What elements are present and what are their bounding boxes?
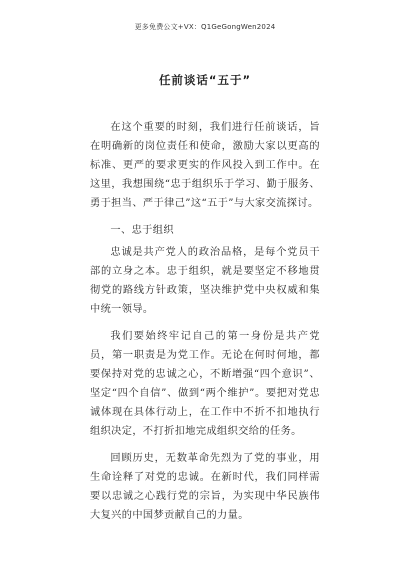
intro-paragraph: 在这个重要的时刻，我们进行任前谈话，旨在明确新的岗位责任和使命，激励大家以更高的标准、更严的要求更实的作风投入到工作中。在这里，我想围绕“忠于组织乐于学习、勤于服务、勇于担当、严于律己”这“五于”与大家交流探讨。 — [90, 122, 320, 209]
body-paragraph: 忠诚是共产党人的政治品格，是每个党员干部的立身之本。忠于组织，就是要坚定不移地贯彻党的路线方针政策，坚决维护党中央权威和集中统一领导。 — [90, 247, 320, 315]
section-heading: 一、忠于组织 — [110, 225, 174, 236]
document-title: 任前谈话“五于” — [158, 73, 252, 87]
body-paragraph: 回顾历史，无数革命先烈为了党的事业，用生命诠释了对党的忠诚。在新时代，我们同样需要以忠诚之心践行党的宗旨，为实现中华民族伟大复兴的中国梦贡献自己的力量。 — [90, 453, 320, 521]
header-note: 更多免费公文+VX：Q1GeGongWen2024 — [134, 23, 276, 31]
body-paragraph: 我们要始终牢记自己的第一身份是共产党员，第一职责是为党工作。无论在何时何地，都要保持对党的忠诚之心，不断增强“四个意识”、坚定“四个自信”、做到“两个维护”。要把对党忠诚体现在具体行动上，在工作中不折不扣地执行组织决定，不打折扣地完成组织交给的任务。 — [90, 331, 320, 437]
document-body — [90, 118, 320, 533]
